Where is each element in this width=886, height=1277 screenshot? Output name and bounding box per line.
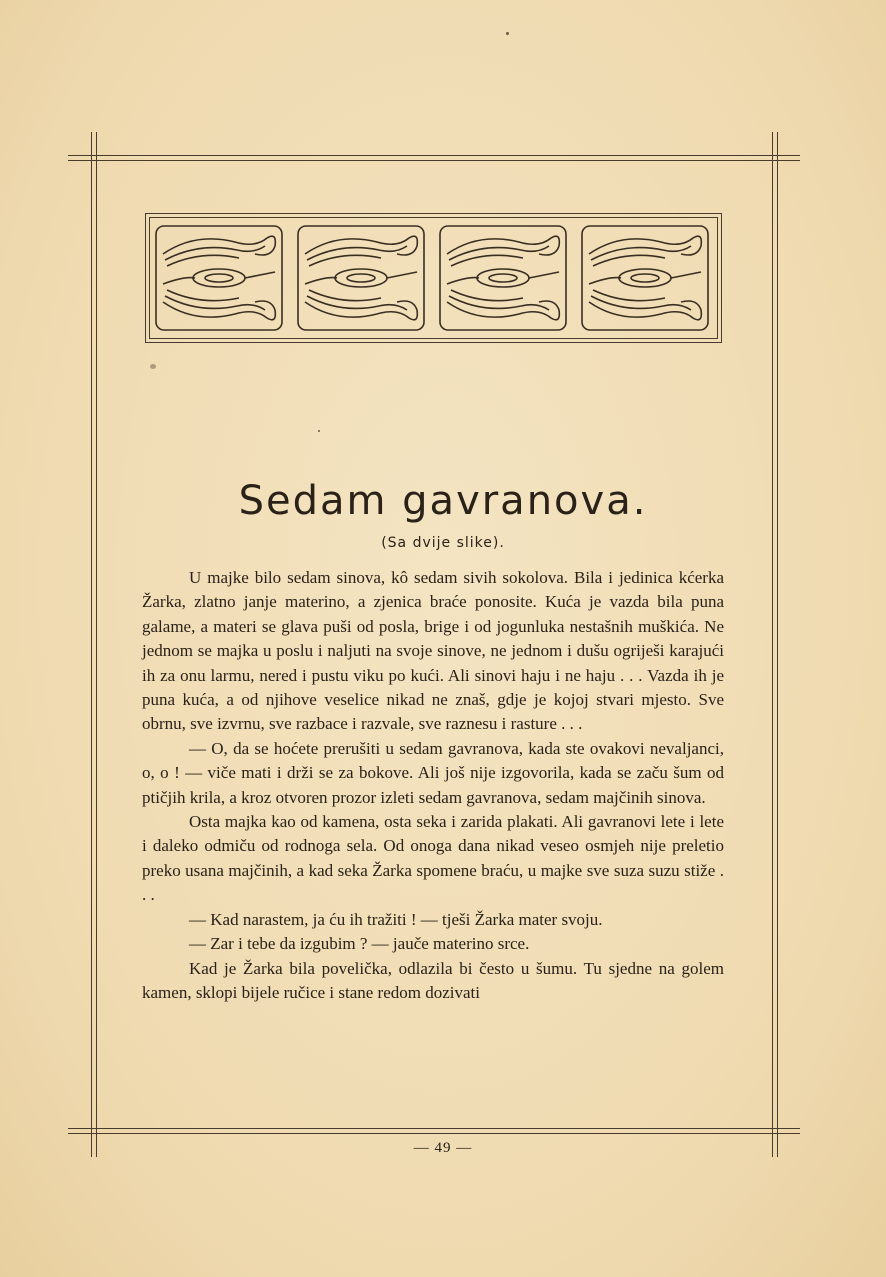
paragraph: U majke bilo sedam sinova, kô sedam sivih sokolova. Bila i jedinica kćerka Žarka, zlatno janje materino, a zjenica braće ponosite. Kuća je vazda bila puna galame, a materi se glava puši od posla, brige i od jogunluka nestašnih muškića. Ne jednom se majka u poslu i naljuti na svoje sinove, ne jednom i dušu ogriješi karajući ih za onu larmu, nered i pustu viku po kući. Ali sinovi haju i ne haju . . . Vazda ih je puna kuća, a od njihove veselice nikad ne znaš, gdje je kojoj stvari mjesto. Sve obrnu, sve izvrnu, sve razbace i razvale, sve raznesu i rasture . . . <box>142 568 724 734</box>
page-title: Sedam gavranova. <box>238 478 648 524</box>
paragraph: Osta majka kao od kamena, osta seka i zarida plakati. Ali gavranovi lete i lete i daleko odmiču od rodnoga sela. Od onoga dana nikad veseo osmjeh nije preletio preko usana majčinih, a kad seka Žarka spomene braću, u majke sve suza suzu stiže . . . <box>142 812 724 905</box>
left-rule <box>91 132 92 1157</box>
bottom-rule-inner <box>68 1133 800 1134</box>
bottom-rule <box>68 1128 800 1129</box>
paper-speck <box>506 32 509 35</box>
paragraph: — Zar i tebe da izgubim ? — jauče materino srce. <box>189 934 530 954</box>
subtitle: (Sa dvije slike). <box>381 535 505 551</box>
paper-speck <box>150 364 156 369</box>
paper-speck <box>318 430 320 432</box>
top-rule-inner <box>68 160 800 161</box>
page-number: — 49 — <box>413 1140 473 1156</box>
story-body <box>142 566 724 1005</box>
paragraph: — O, da se hoćete prerušiti u sedam gavranova, kada ste ovakovi nevaljanci, o, o ! — viče mati i drži se za bokove. Ali još nije izgovorila, kada se začu šum od ptičjih krila, a kroz otvoren prozor izleti sedam gavranova, sedam majčinih sinova. <box>142 738 724 807</box>
paragraph: Kad je Žarka bila povelička, odlazila bi često u šumu. Tu sjedne na golem kamen, sklopi bijele ručice i stane redom dozivati <box>142 958 724 1002</box>
top-rule <box>68 155 800 156</box>
paragraph: — Kad narastem, ja ću ih tražiti ! — tješi Žarka mater svoju. <box>189 909 603 929</box>
left-rule-inner <box>96 132 97 1157</box>
right-rule-inner <box>777 132 778 1157</box>
art-nouveau-wave-ornament-icon <box>155 224 711 332</box>
right-rule <box>772 132 773 1157</box>
